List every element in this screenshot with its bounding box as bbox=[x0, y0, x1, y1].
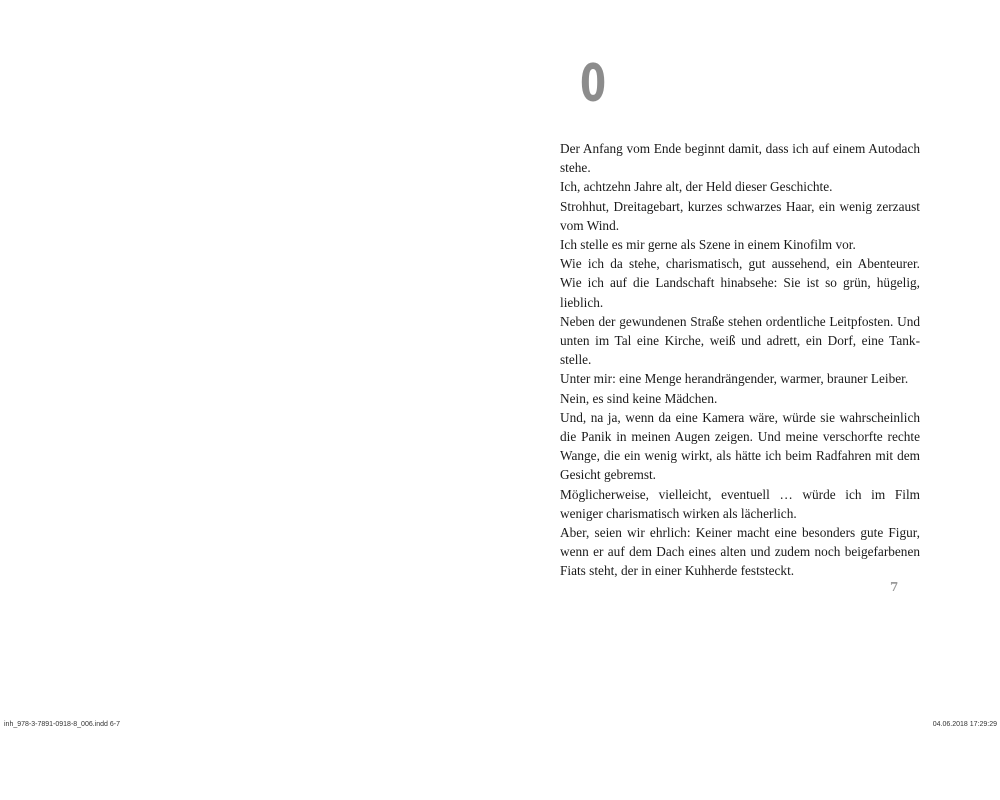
print-slug-timestamp: 04.06.2018 17:29:29 bbox=[932, 721, 997, 728]
page-number: 7 bbox=[890, 580, 899, 594]
paragraph: Neben der gewundenen Straße stehen ordentliche Leitpfosten. Und unten im Tal eine Kirche, weiß und adrett, ein Dorf, eine Tankstelle. bbox=[560, 313, 920, 368]
paragraph: Nein, es sind keine Mädchen. bbox=[560, 390, 718, 406]
paragraph: Der Anfang vom Ende beginnt damit, dass ich auf einem Autodach stehe. bbox=[560, 141, 920, 176]
paragraph: Unter mir: eine Menge herandrängender, warmer, brauner Leiber. bbox=[560, 371, 909, 387]
print-slug-filename: inh_978-3-7891-0918-8_006.indd 6-7 bbox=[4, 721, 120, 728]
paragraph: Aber, seien wir ehrlich: Keiner macht eine besonders gute Figur, wenn er auf dem Dach eines alten und zudem noch beigefarbenen Fiats steht, der in einer Kuhherde feststeckt. bbox=[560, 525, 920, 579]
chapter-number: 0 bbox=[580, 54, 607, 114]
paragraph: Strohhut, Dreitagebart, kurzes schwarzes Haar, ein wenig zerzaust vom Wind. bbox=[560, 198, 920, 233]
paragraph: Wie ich da stehe, charismatisch, gut aussehend, ein Abenteurer. Wie ich auf die Landschaft hinabsehe: Sie ist so grün, hügelig, lieblich. bbox=[560, 256, 920, 310]
paragraph: Möglicherweise, vielleicht, eventuell … würde ich im Film weniger charismatisch wirken als lächerlich. bbox=[560, 486, 920, 521]
paragraph: Ich stelle es mir gerne als Szene in einem Kinofilm vor. bbox=[560, 237, 856, 253]
left-page bbox=[0, 0, 500, 720]
paragraph: Ich, achtzehn Jahre alt, der Held dieser Geschichte. bbox=[560, 179, 833, 195]
paragraph: Und, na ja, wenn da eine Kamera wäre, würde sie wahrscheinlich die Panik in meinen Augen zeigen. Und meine verschorfte rechte Wange, die ein wenig wirkt, als hätte ich beim Radfahren mit dem Gesicht gebremst. bbox=[560, 409, 920, 483]
chapter-body-text bbox=[560, 139, 920, 581]
